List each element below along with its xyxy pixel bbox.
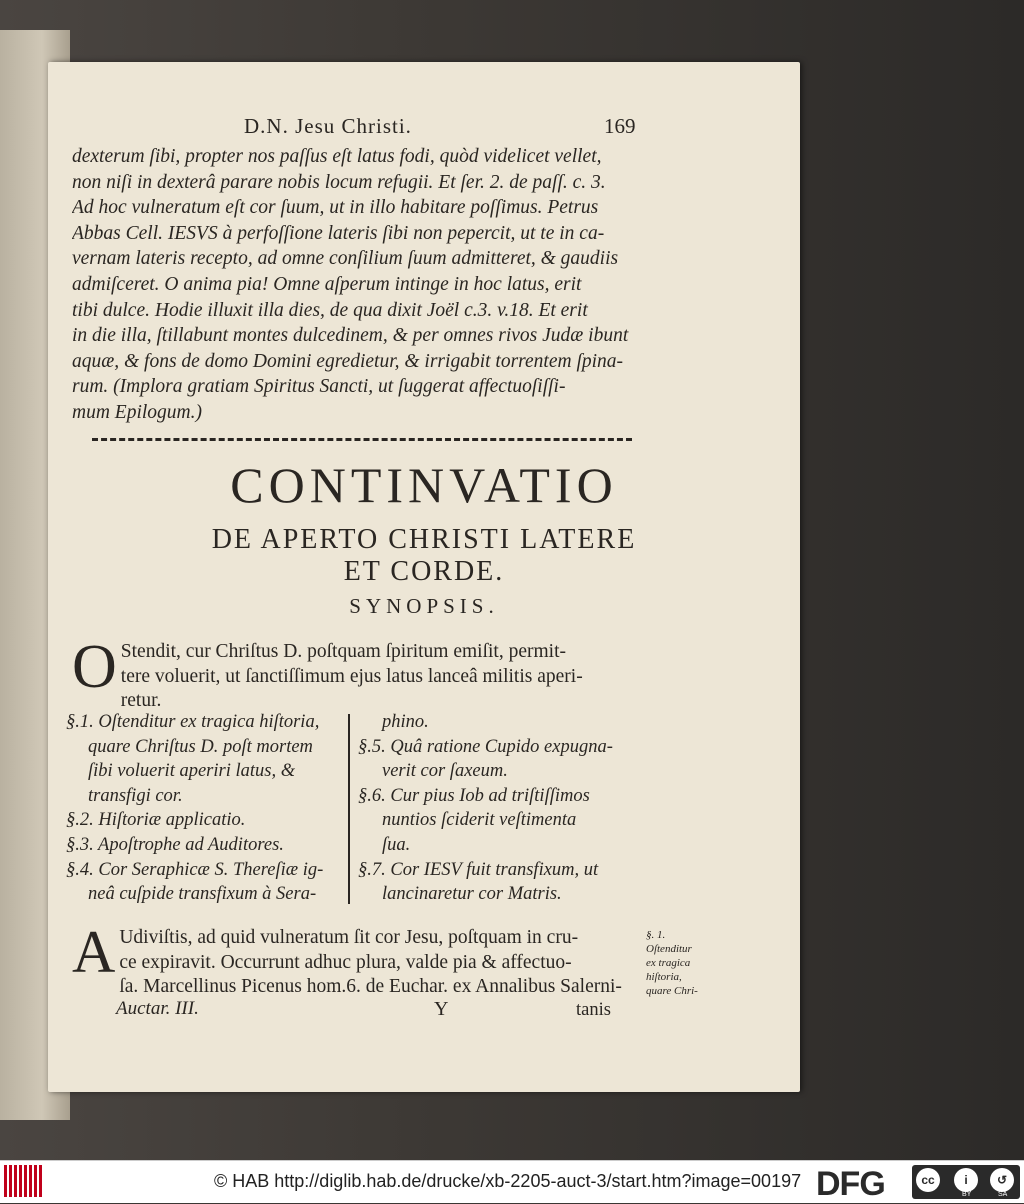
toc-line: nuntios ſciderit veſtimenta: [382, 810, 577, 831]
margin-note-line: Oſtenditur: [646, 943, 692, 955]
synopsis-line: tere voluerit, ut ſanctiſſimum ejus latus lanceâ militis aperi-: [120, 665, 583, 687]
section-subtitle-line-2: ET CORDE.: [343, 556, 505, 587]
opening-paragraph: [72, 919, 638, 1000]
body-line: dexterum ſibi, propter nos paſſus eſt latus fodi, quòd videlicet vellet,: [72, 146, 602, 167]
body-line: Ad hoc vulneratum eſt cor ſuum, ut in illo habitare poſſimus. Petrus: [72, 197, 599, 219]
by-icon: i: [954, 1168, 978, 1192]
margin-note-line: quare Chri-: [646, 985, 698, 997]
toc-line: neâ cuſpide transfixum à Sera-: [88, 884, 317, 905]
footer-bar: [0, 1160, 1024, 1203]
margin-note-line: hiſtoria,: [646, 971, 682, 983]
toc-line: §.6. Cur pius Iob ad triſtiſſimos: [358, 785, 590, 806]
section-subtitle-line-1: DE APERTO CHRISTI LATERE: [211, 524, 637, 555]
section-rule: [92, 438, 632, 444]
body-line: aquæ, & fons de domo Domini egredietur, & irrigabit torrentem ſpina-: [72, 350, 624, 372]
paragraph-dropcap: A: [72, 919, 116, 985]
paragraph-line: ce expiravit. Occurrunt adhuc plura, valde pia & affectuo-: [119, 951, 572, 973]
body-text: [72, 144, 632, 426]
paragraph-line: Udiviſtis, ad quid vulneratum ſit cor Jesu, poſtquam in cru-: [119, 927, 579, 948]
cc-license-badge[interactable]: [912, 1165, 1020, 1199]
margin-note-line: ex tragica: [646, 957, 691, 969]
body-line: non niſi in dexterâ parare nobis locum refugii. Et ſer. 2. de paſſ. c. 3.: [72, 171, 606, 193]
paragraph-line: ſa. Marcellinus Picenus hom.6. de Euchar. ex Annalibus Salerni-: [119, 976, 622, 997]
body-line: in die illa, ſtillabunt montes dulcedinem, & per omnes rivos Judæ ibunt: [72, 325, 629, 347]
body-line: vernam lateris recepto, ad omne conſilium ſuum admitteret, & gaudiis: [72, 248, 619, 270]
body-line: mum Epilogum.): [72, 401, 202, 423]
toc-line: lancinaretur cor Matris.: [382, 884, 562, 905]
book-page: [48, 62, 800, 1092]
body-line: Abbas Cell. IESVS à perfoſſione lateris ſibi non pepercit, ut te in ca-: [72, 222, 605, 244]
toc-column-divider: [348, 714, 350, 904]
toc-line: §.3. Apoſtrophe ad Auditores.: [66, 834, 284, 855]
footer-attribution-link[interactable]: © HAB http://diglib.hab.de/drucke/xb-2205-auct-3/start.htm?image=00197: [214, 1171, 802, 1191]
signature-mark: Y: [434, 998, 449, 1020]
toc-right-column: [354, 710, 638, 907]
toc-left-column: [66, 710, 352, 907]
body-line: admiſceret. O anima pia! Omne aſperum intinge in hoc latus, erit: [72, 273, 582, 295]
cc-icon: cc: [916, 1168, 940, 1192]
synopsis-line: retur.: [120, 690, 162, 711]
toc-line: §.5. Quâ ratione Cupido expugna-: [358, 736, 613, 757]
margin-note: [646, 928, 716, 998]
toc-line: §.2. Hiſtoriæ applicatio.: [66, 810, 246, 831]
body-line: tibi dulce. Hodie illuxit illa dies, de qua dixit Joël c.3. v.18. Et erit: [72, 299, 588, 321]
toc-line: §.4. Cor Seraphicæ S. Thereſiæ ig-: [66, 859, 324, 880]
toc-line: transfigi cor.: [88, 785, 183, 806]
toc-line: §.7. Cor IESV fuit transfixum, ut: [358, 859, 599, 880]
catchword: tanis: [576, 1000, 611, 1020]
hab-logo-icon: [4, 1165, 48, 1199]
toc-line: verit cor ſaxeum.: [382, 761, 508, 782]
sa-label: SA: [998, 1191, 1008, 1198]
synopsis-dropcap: O: [72, 633, 117, 701]
section-title: CONTINVATIO: [230, 457, 618, 513]
page-number: 169: [604, 114, 636, 138]
signature-line: Auctar. III.: [116, 998, 199, 1019]
toc-line: phino.: [382, 712, 429, 732]
toc-line: ſibi voluerit aperiri latus, &: [88, 761, 296, 782]
toc-line: ſua.: [382, 834, 411, 855]
toc-line: quare Chriſtus D. poſt mortem: [88, 736, 313, 757]
toc-line: §.1. Oſtenditur ex tragica hiſtoria,: [66, 712, 320, 732]
synopsis-paragraph: [72, 633, 642, 714]
sa-icon: ↺: [990, 1168, 1014, 1192]
margin-note-line: §. 1.: [646, 929, 666, 941]
synopsis-line: Stendit, cur Chriſtus D. poſtquam ſpiritum emiſit, permit-: [120, 641, 566, 662]
synopsis-heading: SYNOPSIS.: [349, 594, 499, 618]
body-line: rum. (Implora gratiam Spiritus Sancti, ut ſuggerat affectuoſiſſi-: [72, 376, 566, 398]
running-head: D.N. Jesu Christi.: [244, 114, 412, 138]
by-label: BY: [962, 1191, 972, 1198]
dfg-logo: DFG: [816, 1165, 885, 1203]
